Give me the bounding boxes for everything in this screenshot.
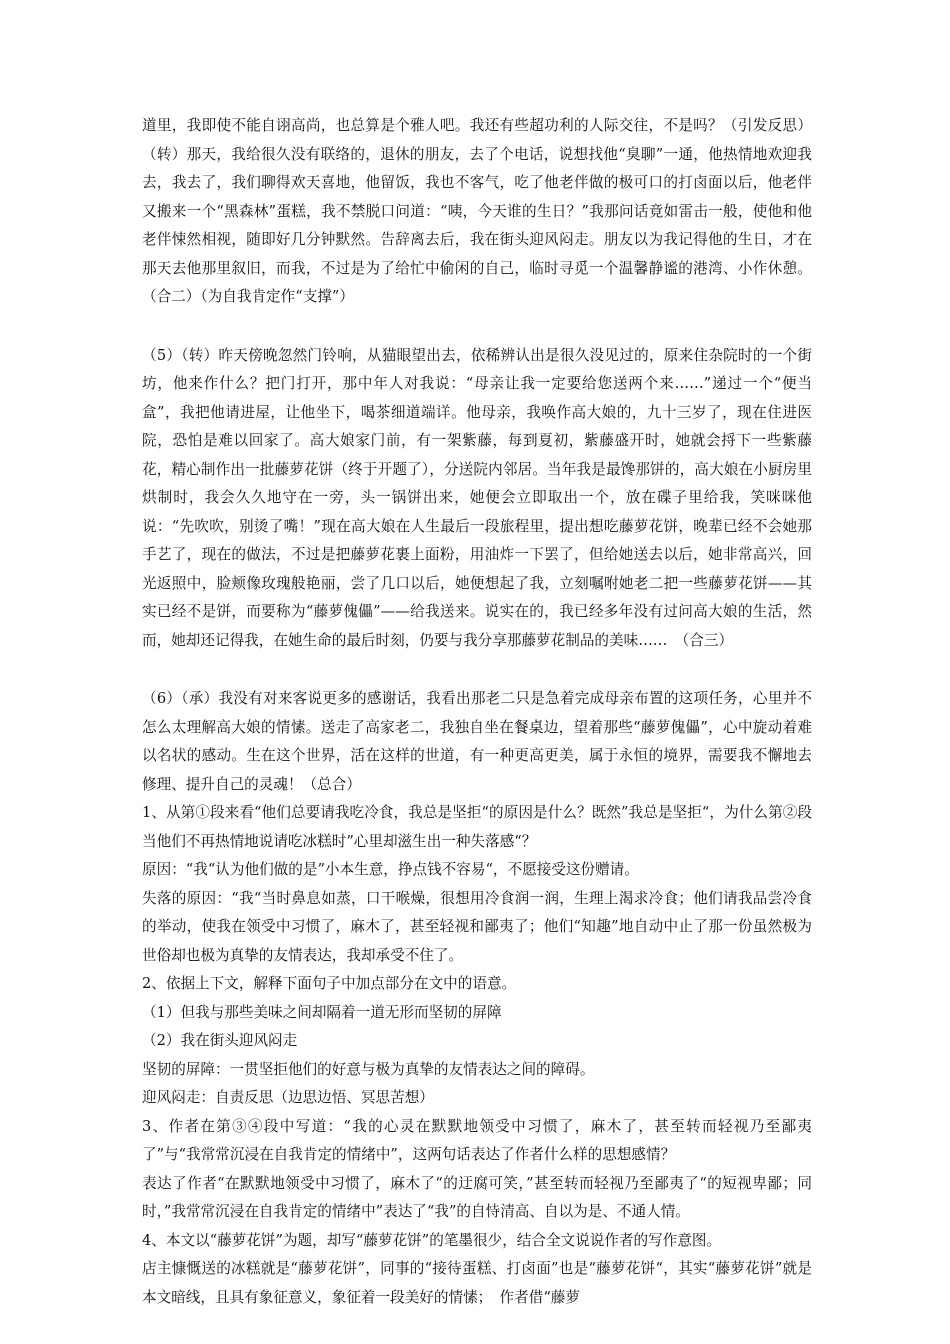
question-3: 3、作者在第③④段中写道：“我的心灵在默默地领受中习惯了，麻木了，甚至转而轻视乃至鄙夷了”与“我常常沉浸在自我肯定的情绪中”，这两句话表达了作者什么样的思想感情？ <box>142 1117 812 1163</box>
answer-4: 店主慷慨送的冰糕就是“藤萝花饼”，同事的“接待蛋糕、打卤面”也是“藤萝花饼“，其实“藤萝花饼”就是本文暗线，且具有象征意义，象征着一段美好的情愫； 作者借“藤萝 <box>142 1260 812 1306</box>
answer-1-reason: 原因：“我“认为他们做的是”小本生意，挣点钱不容易“，不愿接受这份赠请。 <box>142 861 639 878</box>
question-2: 2、依据上下文，解释下面句子中加点部分在文中的语意。 <box>142 975 517 992</box>
paragraph-5: （5）（转）昨天傍晚忽然门铃响，从猫眼望出去，依稀辨认出是很久没见过的，原来住杂院时的一个街坊，他来作什么？把门打开，那中年人对我说：“母亲让我一定要给您送两个来……”递过一个“便当盒”，我把他请进屋，让他坐下，喝茶细道端详。他母亲，我唤作高大娘的，九十三岁了，现在住进医院，恐怕是难以回家了。高大娘家门前，有一架紫藤，每到夏初，紫藤盛开时，她就会捋下一些紫藤花，精心制作出一批藤萝花饼（终于开题了），分送院内邻居。当年我是最馋那饼的，高大娘在小厨房里烘制时，我会久久地守在一旁，头一锅饼出来，她便会立即取出一个，放在碟子里给我，笑咪咪他说：“先吹吹，别烫了嘴！”现在高大娘在人生最后一段旅程里，提出想吃藤萝花饼，晚辈已经不会她那手艺了，现在的做法，不过是把藤萝花裹上面粉，用油炸一下罢了，但给她送去以后，她非常高兴，回光返照中，脸颊像玫瑰般艳丽，尝了几口以后，她便想起了我，立刻嘱咐她老二把一些藤萝花饼——其实已经不是饼，而要称为“藤萝傀儡”——给我送来。说实在的，我已经多年没有过问高大娘的生活，然而，她却还记得我，在她生命的最后时刻，仍要与我分享那藤萝花制品的美味…… （合三） <box>142 346 812 649</box>
question-2-sentence-2: （2）我在街头迎风闷走 <box>142 1032 298 1049</box>
paragraph-gap <box>142 312 812 342</box>
document-page <box>142 112 812 1312</box>
answer-2-barrier: 坚韧的屏障：一贯坚拒他们的好意与极为真挚的友情表达之间的障碍。 <box>142 1060 595 1078</box>
answer-3: 表达了作者“在默默地领受中习惯了，麻木了“的迂腐可笑，”甚至转而轻视乃至鄙夷了“的短视卑鄙；同时，”我常常沉浸在自我肯定的情绪中”表达了“我”的自恃清高、自以为是、不通人情。 <box>142 1174 812 1220</box>
paragraph-6: （6）（承）我没有对来客说更多的感谢话，我看出那老二只是急着完成母亲布置的这项任务，心里并不怎么太理解高大娘的情愫。送走了高家老二，我独自坐在餐桌边，望着那些“藤萝傀儡”，心中旋动着难以名状的感动。生在这个世界，活在这样的世道，有一种更高更美，属于永恒的境界，需要我不懈地去修理、提升自己的灵魂！（总合） <box>142 690 812 793</box>
answer-2-walk: 迎风闷走：自责反思（边思边悟、冥思苦想） <box>142 1089 434 1106</box>
paragraph-gap <box>142 655 812 685</box>
question-1: 1、从第①段来看“他们总要请我吃冷食，我总是坚拒“的原因是什么？既然”我总是坚拒“，为什么第②段当他们不再热情地说请吃冰糕时”心里却滋生出一种失落感“？ <box>142 804 812 850</box>
question-4: 4、本文以“藤萝花饼”为题，却写“藤萝花饼”的笔墨很少，结合全文说说作者的写作意图。 <box>142 1231 722 1249</box>
paragraph-continued: 道里，我即使不能自诩高尚，也总算是个雅人吧。我还有些超功利的人际交往，不是吗？（引发反思）（转）那天，我给很久没有联络的，退休的朋友，去了个电话，说想找他“臭聊”一通，他热情地欢迎我去，我去了，我们聊得欢天喜地，他留饭，我也不客气，吃了他老伴做的极可口的打卤面以后，他老伴又搬来一个“黑森林”蛋糕，我不禁脱口问道：“咦，今天谁的生日？”我那问话竟如雷击一般，使他和他老伴悚然相视，随即好几分钟默然。告辞离去后，我在街头迎风闷走。朋友以为我记得他的生日，才在那天去他那里叙旧，而我，不过是为了给忙中偷闲的自己，临时寻觅一个温馨静谧的港湾、小作休憩。（合二）（为自我肯定作“支撑”） <box>142 117 812 305</box>
question-2-sentence-1: （1）但我与那些美味之间却隔着一道无形而坚韧的屏障 <box>142 1003 502 1021</box>
answer-1-loss: 失落的原因：“我“当时鼻息如蒸，口干喉燥，很想用冷食润一润，生理上渴求冷食；他们请我品尝冷食的举动，使我在领受中习惯了，麻木了，甚至轻视和鄙夷了；他们“知趣”地自动中止了那一份虽然极为世俗却也极为真挚的友情表达，我却承受不住了。 <box>142 889 812 964</box>
